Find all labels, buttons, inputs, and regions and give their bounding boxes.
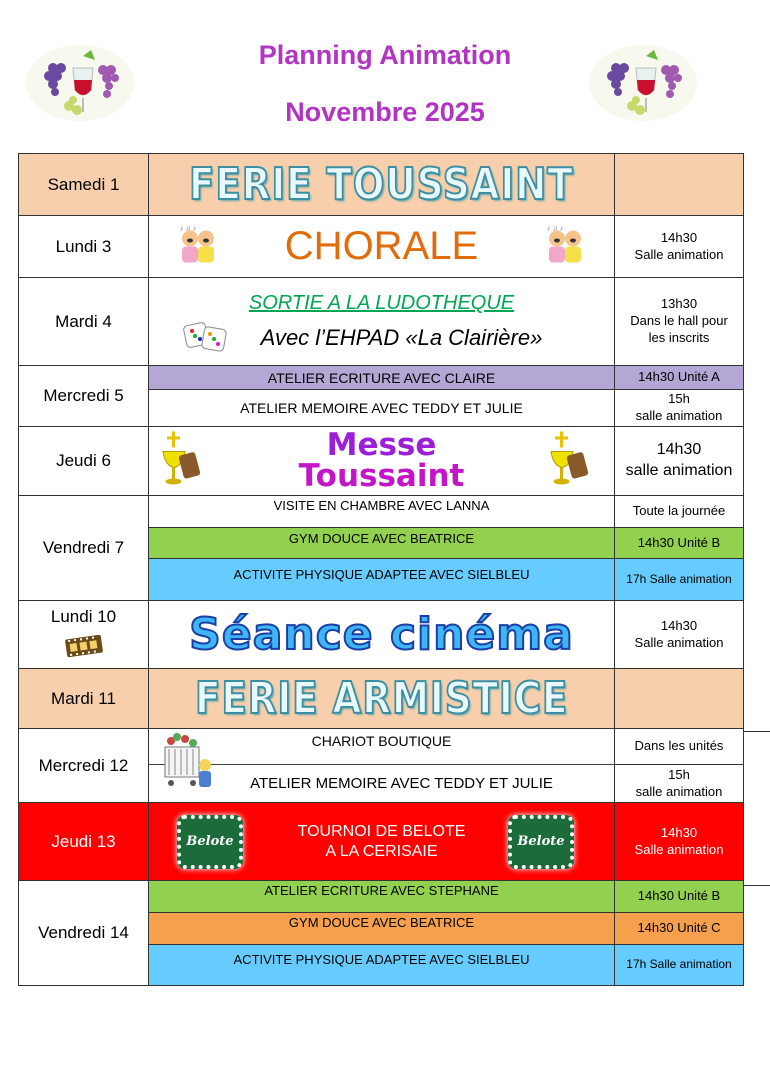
- time-cell: [615, 601, 744, 669]
- time-cell: [615, 390, 744, 427]
- holiday-banner: FERIE ARMISTICE: [194, 673, 569, 724]
- page-title: Planning Animation: [258, 40, 512, 70]
- table-row: [19, 803, 744, 881]
- schedule-table: [18, 153, 744, 986]
- time-cell: 14h30 Unité A: [615, 366, 744, 390]
- activity-cell: GYM DOUCE AVEC BEATRICE: [149, 913, 615, 945]
- activity-label: CHARIOT BOUTIQUE: [311, 733, 452, 749]
- table-divider: [743, 885, 770, 886]
- activity-cell: ACTIVITE PHYSIQUE ADAPTEE AVEC SIELBLEU: [149, 559, 615, 601]
- day-cell: Mardi 4: [19, 278, 149, 366]
- table-row: [19, 669, 744, 729]
- location-value: salle animation: [625, 462, 733, 479]
- svg-text:♪ ♫ ♪: ♪ ♫ ♪: [547, 225, 564, 232]
- time-cell: 17h Salle animation: [615, 945, 744, 986]
- day-cell: Jeudi 6: [19, 427, 149, 496]
- day-cell: Vendredi 14: [19, 881, 149, 986]
- location-value: Salle animation: [634, 246, 724, 262]
- table-row: [19, 154, 744, 216]
- activity-title: Séance cinéma: [189, 609, 574, 660]
- day-cell: [19, 601, 149, 669]
- day-cell: Vendredi 7: [19, 496, 149, 601]
- location-value: salle animation: [635, 408, 723, 423]
- activity-title-line: A LA CERISAIE: [325, 842, 438, 860]
- time-cell: [615, 803, 744, 881]
- table-row: [19, 881, 744, 913]
- activity-title-line: Messe: [326, 427, 437, 463]
- table-row: [19, 729, 744, 765]
- location-value: Dans le hall pour: [630, 313, 728, 329]
- table-row: [19, 427, 744, 496]
- time-value: 14h30: [656, 441, 702, 459]
- activity-cell: [149, 601, 615, 669]
- belote-card-icon: Belote: [508, 815, 574, 869]
- day-cell: Mercredi 5: [19, 366, 149, 427]
- chalice-bread-icon: [161, 430, 201, 493]
- page-subtitle-month: Novembre 2025: [285, 97, 485, 127]
- singers-icon: [174, 224, 222, 269]
- location-value: Salle animation: [634, 634, 724, 650]
- time-value: 13h30: [660, 296, 698, 312]
- time-cell: [615, 154, 744, 216]
- activity-subtitle: Avec l’EHPAD «La Clairière»: [260, 325, 543, 350]
- day-cell: Jeudi 13: [19, 803, 149, 881]
- time-value: 14h30: [660, 824, 698, 840]
- day-cell: Samedi 1: [19, 154, 149, 216]
- time-cell: Toute la journée: [615, 496, 744, 528]
- holiday-banner: FERIE TOUSSAINT: [189, 159, 574, 210]
- film-reel-icon: [64, 633, 104, 664]
- time-cell: [615, 278, 744, 366]
- activity-title-line: TOURNOI DE BELOTE: [297, 822, 466, 840]
- time-value: 15h: [668, 391, 690, 407]
- grapes-wine-glass-icon: [588, 38, 698, 123]
- table-row: [19, 601, 744, 669]
- time-value: 14h30: [660, 617, 698, 633]
- table-row: [19, 496, 744, 528]
- activity-cell: [149, 216, 615, 278]
- day-cell: Mardi 11: [19, 669, 149, 729]
- activity-cell: ATELIER MEMOIRE AVEC TEDDY ET JULIE: [149, 765, 615, 803]
- chalice-bread-icon: [549, 430, 589, 493]
- day-label: Lundi 10: [50, 607, 117, 626]
- activity-title: SORTIE A LA LUDOTHEQUE: [248, 292, 515, 314]
- location-value: salle animation: [635, 783, 723, 799]
- location-value: les inscrits: [648, 329, 710, 345]
- time-cell: 14h30 Unité B: [615, 528, 744, 559]
- time-cell: 14h30 Unité B: [615, 881, 744, 913]
- activity-cell: [149, 803, 615, 881]
- table-row: [19, 278, 744, 366]
- time-value: 15h: [668, 766, 690, 782]
- time-cell: 17h Salle animation: [615, 559, 744, 601]
- singers-icon: [541, 224, 589, 269]
- activity-cell: [149, 427, 615, 496]
- time-cell: Dans les unités: [615, 729, 744, 765]
- table-divider: [743, 731, 770, 732]
- activity-cell: VISITE EN CHAMBRE AVEC LANNA: [149, 496, 615, 528]
- activity-cell: [149, 729, 615, 765]
- activity-cell: [149, 154, 615, 216]
- time-cell: [615, 216, 744, 278]
- location-value: Salle animation: [634, 841, 724, 857]
- time-value: 14h30: [660, 229, 698, 245]
- svg-text:♪ ♫ ♪: ♪ ♫ ♪: [180, 225, 197, 232]
- activity-title: [149, 427, 614, 494]
- day-cell: Mercredi 12: [19, 729, 149, 803]
- table-row: [19, 366, 744, 390]
- table-row: [19, 216, 744, 278]
- time-cell: [615, 669, 744, 729]
- activity-cell: [149, 669, 615, 729]
- time-cell: [615, 427, 744, 496]
- activity-title: CHORALE: [284, 224, 479, 268]
- activity-title-line: Toussaint: [298, 458, 465, 494]
- time-cell: 14h30 Unité C: [615, 913, 744, 945]
- activity-cell: ACTIVITE PHYSIQUE ADAPTEE AVEC SIELBLEU: [149, 945, 615, 986]
- page-header: [0, 0, 770, 150]
- activity-cell: ATELIER ECRITURE AVEC STEPHANE: [149, 881, 615, 913]
- activity-cell: ATELIER ECRITURE AVEC CLAIRE: [149, 366, 615, 390]
- shopping-cart-icon: [161, 731, 213, 800]
- time-cell: [615, 765, 744, 803]
- dice-icon: [181, 314, 231, 359]
- activity-cell: GYM DOUCE AVEC BEATRICE: [149, 528, 615, 559]
- day-cell: Lundi 3: [19, 216, 149, 278]
- activity-cell: [149, 278, 615, 366]
- activity-cell: ATELIER MEMOIRE AVEC TEDDY ET JULIE: [149, 390, 615, 427]
- belote-card-icon: Belote: [177, 815, 243, 869]
